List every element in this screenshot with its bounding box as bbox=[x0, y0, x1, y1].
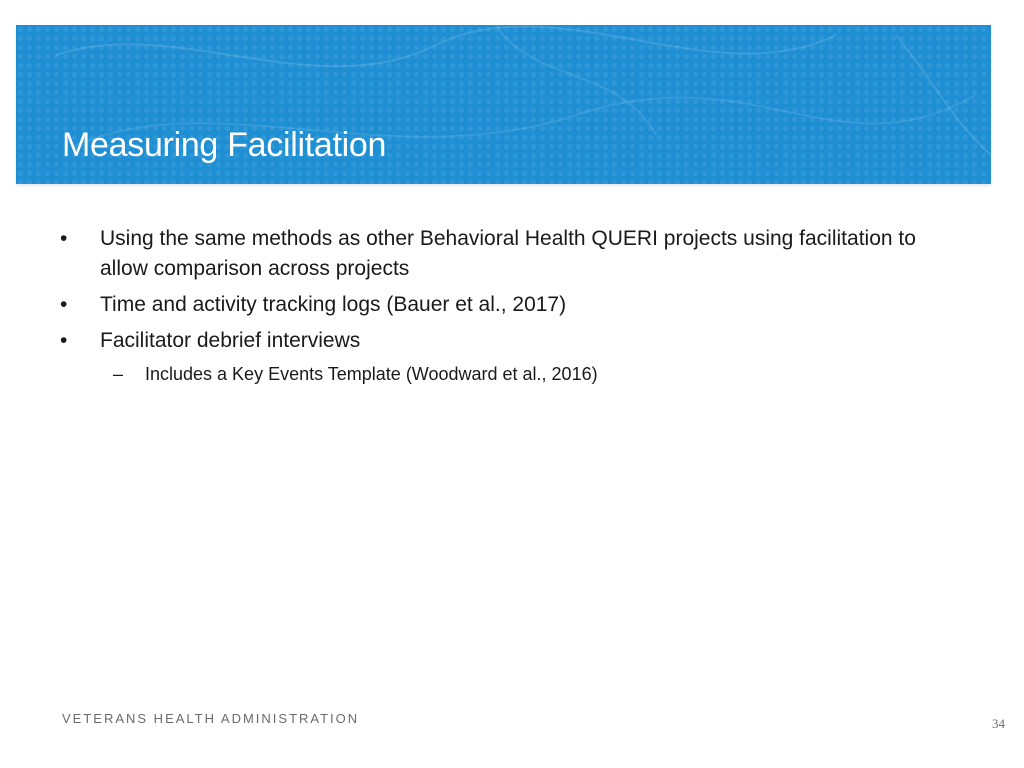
footer-organization: VETERANS HEALTH ADMINISTRATION bbox=[62, 711, 360, 726]
bullet-list bbox=[58, 224, 938, 386]
slide-title: Measuring Facilitation bbox=[62, 126, 387, 164]
bullet-marker: • bbox=[60, 227, 68, 250]
sub-bullet-item bbox=[58, 362, 938, 386]
bullet-text: Using the same methods as other Behavioral Health QUERI projects using facilitation to allow comparison across projects bbox=[100, 227, 916, 280]
sub-bullet-marker: – bbox=[113, 364, 124, 384]
bullet-marker: • bbox=[60, 293, 68, 316]
bullet-item bbox=[58, 326, 938, 356]
bullet-text: Facilitator debrief interviews bbox=[100, 329, 361, 352]
bullet-text: Time and activity tracking logs (Bauer et al., 2017) bbox=[100, 293, 567, 316]
bullet-item bbox=[58, 224, 938, 284]
bullet-item bbox=[58, 290, 938, 320]
title-banner bbox=[16, 25, 991, 184]
page-number: 34 bbox=[992, 716, 1005, 731]
sub-bullet-text: Includes a Key Events Template (Woodward et al., 2016) bbox=[145, 364, 598, 384]
bullet-marker: • bbox=[60, 329, 68, 352]
